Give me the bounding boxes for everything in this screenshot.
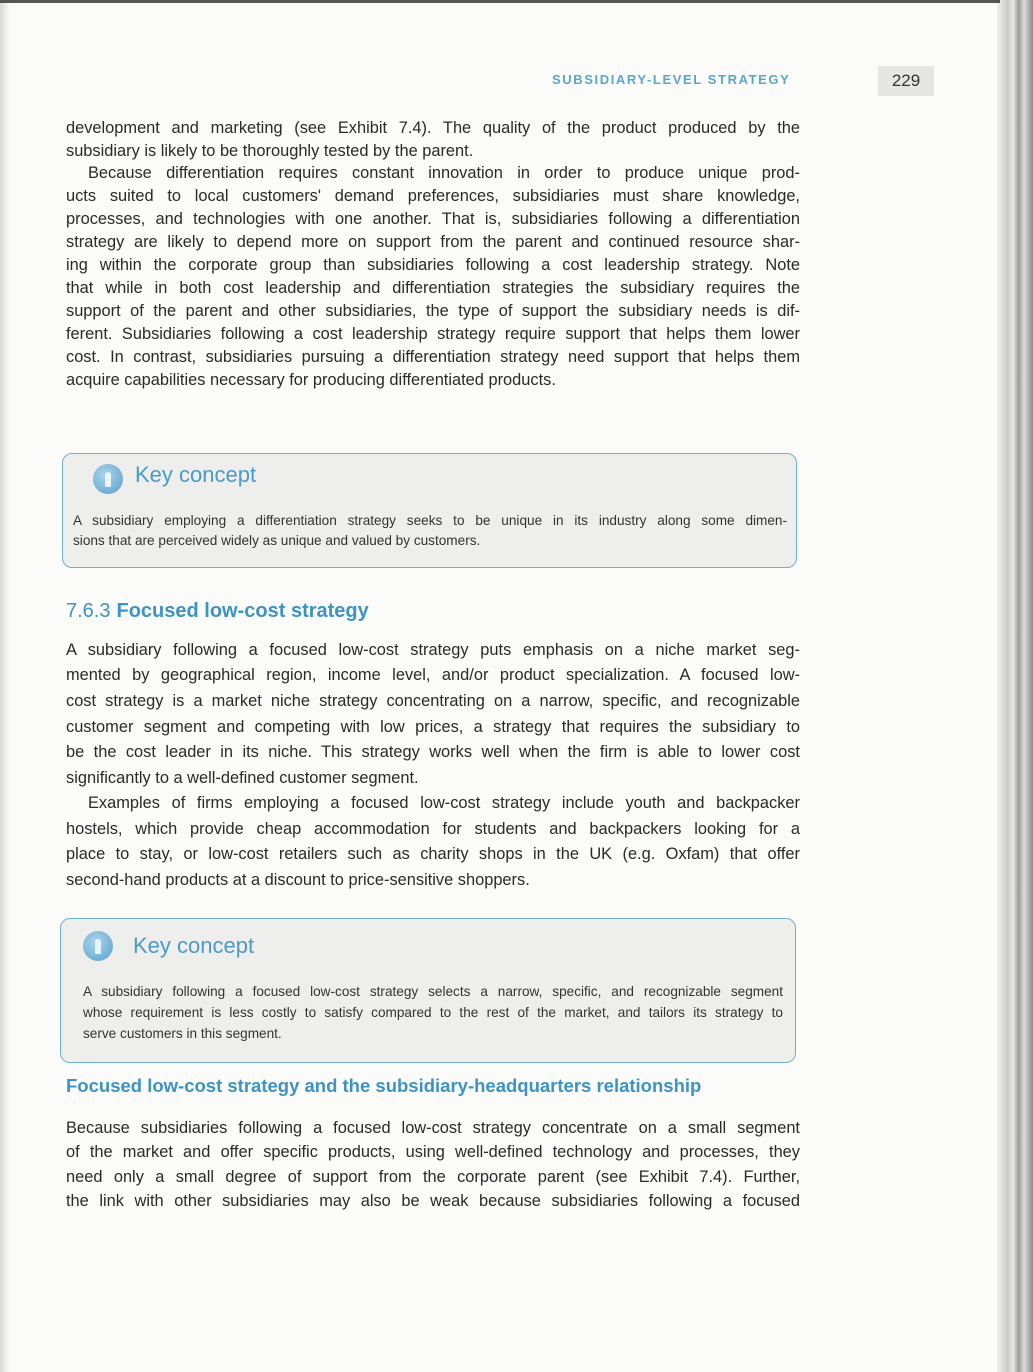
key-concept-box-2	[60, 918, 796, 1063]
paragraph-line: hostels, which provide cheap accommodation for students and backpackers looking for a	[66, 820, 800, 838]
paragraph-line: development and marketing (see Exhibit 7.4). The quality of the product produced by the	[66, 119, 800, 137]
paragraph-line: the link with other subsidiaries may also be weak because subsidiaries following a focused	[66, 1192, 800, 1210]
page-number: 229	[878, 66, 934, 96]
paragraph-line: significantly to a well-defined customer segment.	[66, 769, 419, 787]
paragraph-line: second-hand products at a discount to price-sensitive shoppers.	[66, 871, 530, 889]
running-header: SUBSIDIARY-LEVEL STRATEGY	[552, 72, 791, 87]
paragraph-line: ferent. Subsidiaries following a cost leadership strategy require support that helps them lower	[66, 325, 800, 343]
paragraph-line: processes, and technologies with one another. That is, subsidiaries following a differentiation	[66, 210, 800, 228]
paragraph-line: cost. In contrast, subsidiaries pursuing a differentiation strategy need support that helps them	[66, 348, 800, 366]
subsection-heading: Focused low-cost strategy and the subsidiary-headquarters relationship	[66, 1075, 702, 1096]
paragraph-line: cost strategy is a market niche strategy concentrating on a narrow, specific, and recognizable	[66, 692, 800, 710]
paragraph-line: Because subsidiaries following a focused low-cost strategy concentrate on a small segment	[66, 1119, 800, 1137]
key-concept-text: sions that are perceived widely as unique and valued by customers.	[73, 533, 481, 548]
paragraph-line: subsidiary is likely to be thoroughly tested by the parent.	[66, 142, 474, 160]
paragraph-line: need only a small degree of support from the corporate parent (see Exhibit 7.4). Further,	[66, 1168, 800, 1186]
info-icon	[83, 931, 113, 961]
key-concept-title: Key concept	[135, 462, 257, 487]
paragraph-line: mented by geographical region, income level, and/or product specialization. A focused low-	[66, 666, 800, 684]
paragraph-line: customer segment and competing with low prices, a strategy that requires the subsidiary to	[66, 718, 800, 736]
key-concept-text: whose requirement is less costly to satisfy compared to the rest of the market, and tailors its strategy to	[83, 1005, 783, 1020]
key-concept-text: A subsidiary following a focused low-cost strategy selects a narrow, specific, and recognizable segment	[83, 984, 783, 999]
key-concept-box-1	[62, 453, 797, 568]
book-gutter	[997, 0, 1033, 1372]
page-left-shadow	[0, 0, 10, 1372]
info-icon	[93, 464, 123, 494]
key-concept-text: serve customers in this segment.	[83, 1026, 282, 1041]
key-concept-text: A subsidiary employing a differentiation strategy seeks to be unique in its industry along some dimen-	[73, 513, 787, 528]
paragraph-line: support of the parent and other subsidiaries, the type of support the subsidiary needs is dif-	[66, 302, 800, 320]
paragraph-line: that while in both cost leadership and differentiation strategies the subsidiary requires the	[66, 279, 800, 297]
section-number: 7.6.3	[66, 600, 111, 622]
key-concept-title: Key concept	[133, 933, 255, 958]
paragraph-line: strategy are likely to depend more on support from the parent and continued resource shar-	[66, 233, 800, 251]
paragraph-line: ing within the corporate group than subsidiaries following a cost leadership strategy. Note	[66, 256, 800, 274]
paragraph-line: of the market and offer specific products, using well-defined technology and processes, they	[66, 1143, 800, 1161]
paragraph-line: A subsidiary following a focused low-cost strategy puts emphasis on a niche market seg-	[66, 641, 800, 659]
paragraph-line: Examples of firms employing a focused low-cost strategy include youth and backpacker	[88, 794, 800, 812]
section-heading	[66, 600, 369, 623]
paragraph-line: ucts suited to local customers' demand preferences, subsidiaries must share knowledge,	[66, 187, 800, 205]
scan-edge	[0, 0, 1000, 3]
paragraph-line: be the cost leader in its niche. This strategy works well when the firm is able to lower cost	[66, 743, 800, 761]
section-title: Focused low-cost strategy	[116, 600, 369, 622]
paragraph-line: Because differentiation requires constant innovation in order to produce unique prod-	[88, 164, 800, 182]
paragraph-line: place to stay, or low-cost retailers such as charity shops in the UK (e.g. Oxfam) that offer	[66, 845, 800, 863]
paragraph-line: acquire capabilities necessary for producing differentiated products.	[66, 371, 556, 389]
